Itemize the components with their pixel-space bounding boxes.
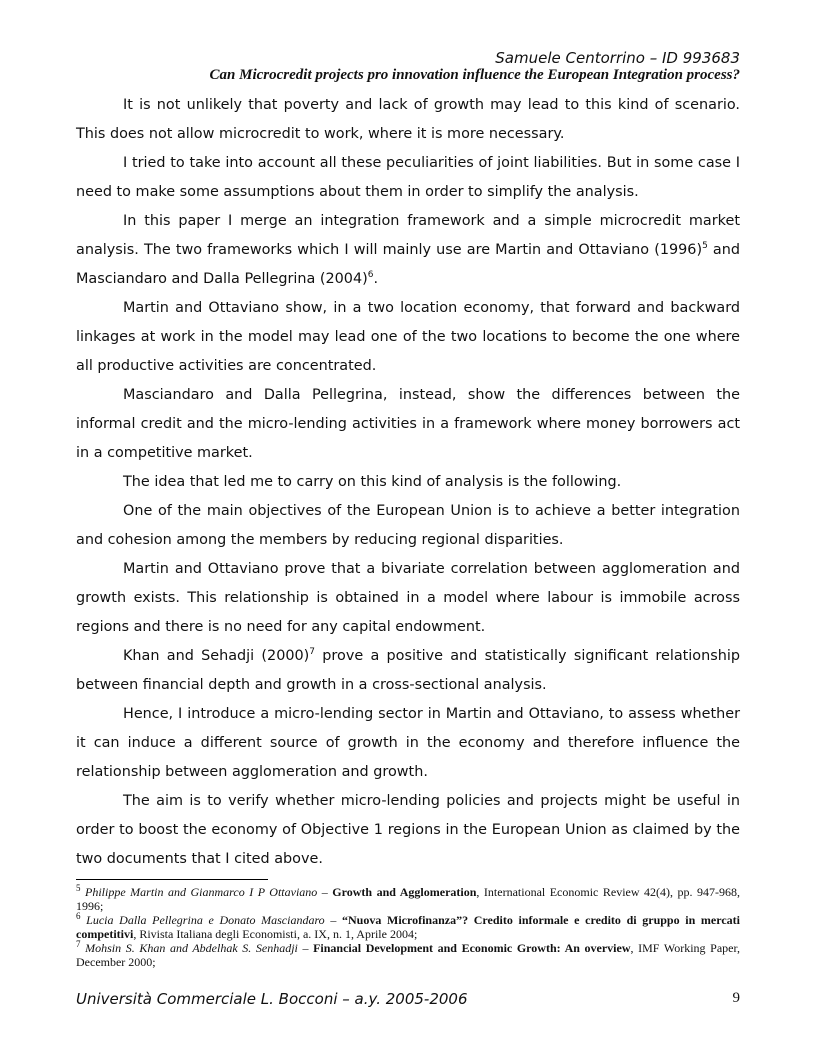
footnote-title: Growth and Agglomeration <box>332 885 477 899</box>
footnote-authors: Mohsin S. Khan and Abdelhak S. Senhadji <box>85 941 298 955</box>
footnotes <box>76 885 740 969</box>
paragraph: The idea that led me to carry on this kind of analysis is the following. <box>123 474 622 490</box>
footnote-separator-dash: – <box>317 885 333 899</box>
page-number: 9 <box>732 990 740 1006</box>
paragraph-text: prove a positive and statistically significant relationship between financial depth and growth in a cross-sectional analysis. <box>76 648 740 693</box>
footnote-ref-7: 7 <box>309 647 316 658</box>
paragraph: Hence, I introduce a micro-lending sector in Martin and Ottaviano, to assess whether it can induce a different source of growth in the economy and therefore influence the relationship between agglomeration and growth. <box>76 706 740 780</box>
footnote-title: “Nuova Microfinanza”? Credito informale e credito di gruppo in mercati competitivi <box>76 913 741 941</box>
footnote-title: Financial Development and Economic Growth: An overview <box>313 941 631 955</box>
footnote-separator-dash: – <box>297 941 314 955</box>
paragraph <box>76 642 740 700</box>
header-author: Samuele Centorrino – ID 993683 <box>495 49 740 67</box>
footnote-details: , IMF Working Paper, December 2000; <box>76 941 740 969</box>
footnote-number: 5 <box>76 883 81 893</box>
paragraph <box>76 207 740 294</box>
header-title: Can Microcredit projects pro innovation influence the European Integration process? <box>209 67 740 83</box>
footnote-ref-5: 5 <box>702 241 708 252</box>
footnote-separator <box>76 879 268 880</box>
footnote-authors: Philippe Martin and Gianmarco I P Ottaviano <box>85 885 318 899</box>
paragraph-text: and Masciandaro and Dalla Pellegrina (2004) <box>76 242 740 287</box>
paragraph-text: . <box>373 271 379 287</box>
paragraph: Masciandaro and Dalla Pellegrina, instead, show the differences between the informal credit and the micro-lending activities in a framework where money borrowers act in a competitive market. <box>76 387 740 461</box>
paragraph: One of the main objectives of the European Union is to achieve a better integration and cohesion among the members by reducing regional disparities. <box>76 503 740 548</box>
footnote-details: , Rivista Italiana degli Economisti, a. IX, n. 1, Aprile 2004; <box>133 927 418 941</box>
footnote-authors: Lucia Dalla Pellegrina e Donato Masciandaro <box>86 913 325 927</box>
body-text <box>76 91 740 874</box>
footnote-5 <box>76 885 740 913</box>
footnote-ref-6: 6 <box>367 270 374 281</box>
paragraph-text: Khan and Sehadji (2000) <box>123 648 310 664</box>
footnote-number: 6 <box>76 911 81 921</box>
paragraph: Martin and Ottaviano show, in a two location economy, that forward and backward linkages at work in the model may lead one of the two locations to become the one where all productive activities are concentrated. <box>76 300 740 374</box>
paragraph: Martin and Ottaviano prove that a bivariate correlation between agglomeration and growth exists. This relationship is obtained in a model where labour is immobile across regions and there is no need for any capital endowment. <box>76 561 740 635</box>
paragraph: I tried to take into account all these peculiarities of joint liabilities. But in some case I need to make some assumptions about them in order to simplify the analysis. <box>76 155 740 200</box>
footnote-number: 7 <box>76 939 81 949</box>
footnote-details: , International Economic Review 42(4), pp. 947-968, 1996; <box>76 885 741 913</box>
paragraph: It is not unlikely that poverty and lack of growth may lead to this kind of scenario. This does not allow microcredit to work, where it is more necessary. <box>76 97 740 142</box>
paragraph-text: In this paper I merge an integration framework and a simple microcredit market analysis. The two frameworks which I will mainly use are Martin and Ottaviano (1996) <box>76 213 740 258</box>
footnote-7 <box>76 941 740 969</box>
footnote-separator-dash: – <box>324 913 342 927</box>
footnote-6 <box>76 913 740 941</box>
footer-university: Università Commerciale L. Bocconi – a.y. 2005-2006 <box>76 990 468 1008</box>
paragraph: The aim is to verify whether micro-lending policies and projects might be useful in order to boost the economy of Objective 1 regions in the European Union as claimed by the two documents that I cited above. <box>76 793 740 867</box>
